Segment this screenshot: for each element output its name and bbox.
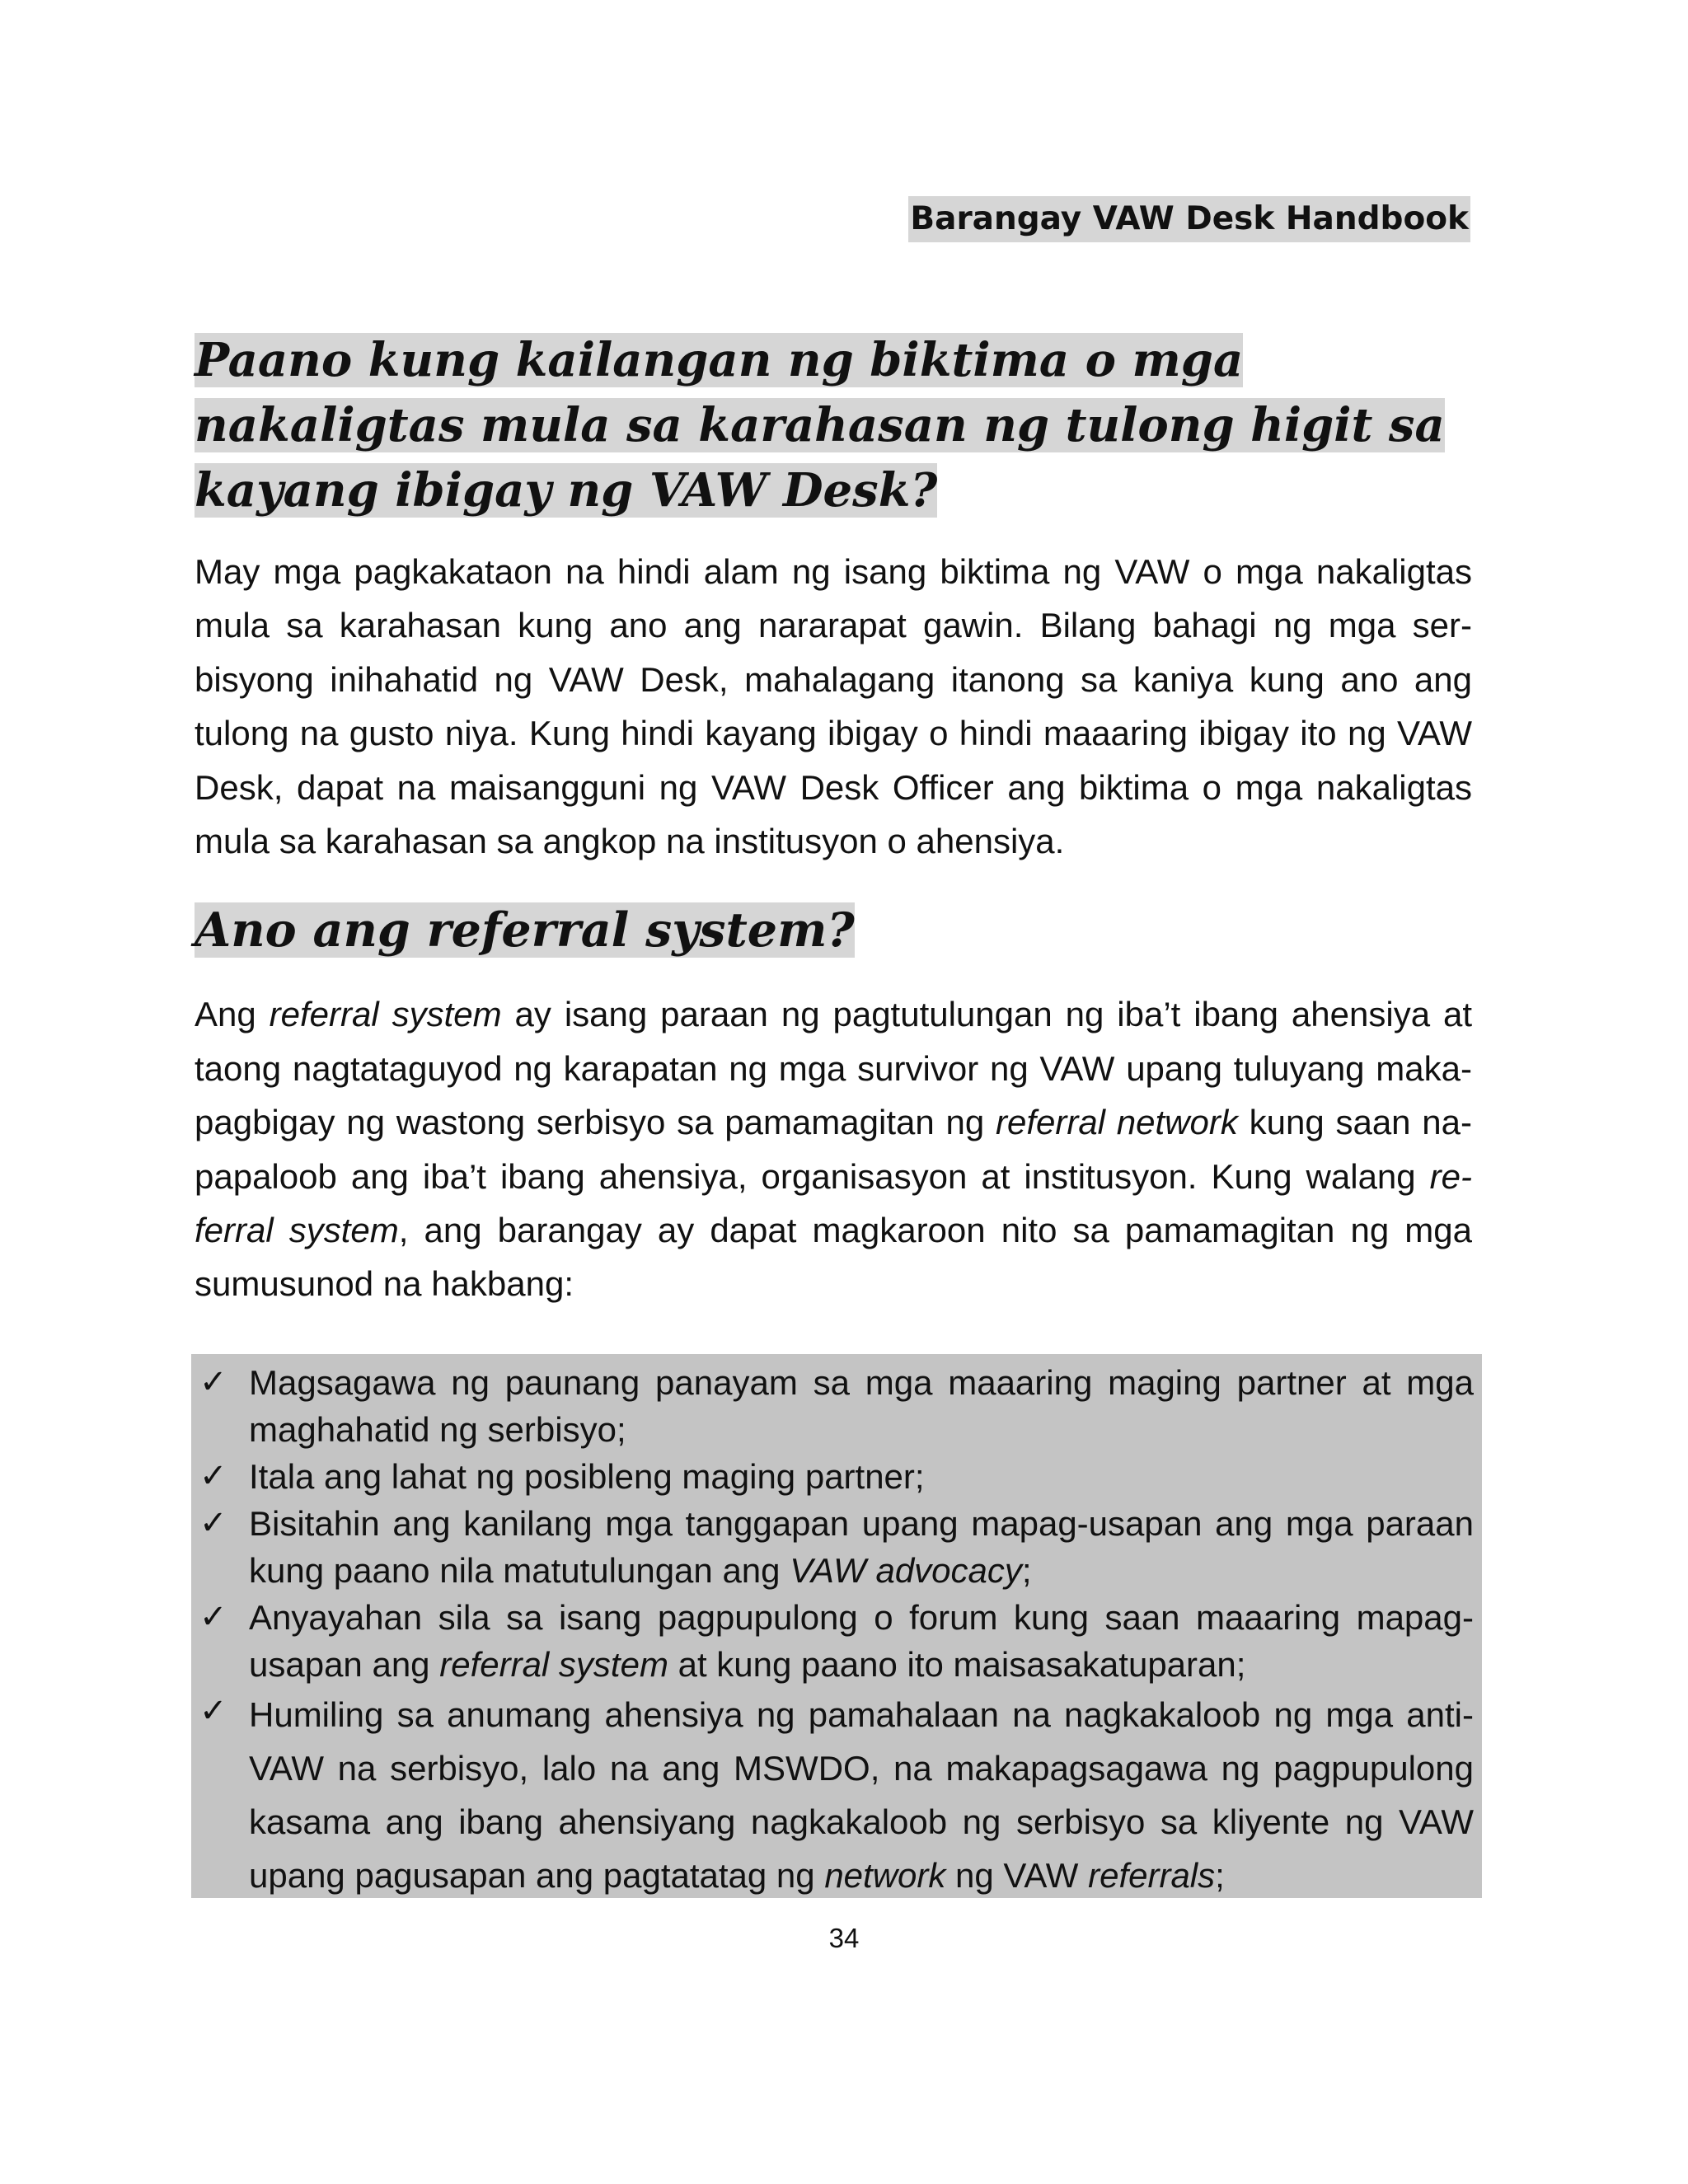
checkmark-icon: ✓: [199, 1457, 227, 1495]
steps-checklist: [191, 1354, 1482, 1898]
checklist-item-text: Anyayahan sila sa isang pagpupulong o forum kung saan maaaring mapag-usapan ang referral system at kung paano ito maisasakatuparan;: [249, 1598, 1474, 1684]
referral-system-paragraph: Ang referral system ay isang paraan ng pagtutulungan ng iba’t ibang ahensiya at taong nagtataguyod ng karapatan ng mga survivor ng VAW upang tuluyang maka-pagbigay ng wastong serbisyo sa pamamagitan ng referral network kung saan na-papaloob ang iba’t ibang ahensiya, organisasyon at institusyon. Kung walang re-ferral system, ang barangay ay dapat magkaroon nito sa pamamagitan ng mga sumusunod na hakbang:: [195, 995, 1473, 1304]
section-heading-referral-need: Paano kung kailangan ng biktima o mga nakaligtas mula sa karahasan ng tulong higit sa kayang ibigay ng VAW Desk?: [195, 333, 1445, 518]
checkmark-icon: ✓: [199, 1504, 227, 1542]
checklist-item-text: Magsagawa ng paunang panayam sa mga maaaring maging partner at mga maghahatid ng serbisyo;: [249, 1363, 1474, 1449]
page-number: 34: [828, 1923, 860, 1953]
checklist-item: [199, 1594, 1474, 1688]
checkmark-icon: ✓: [199, 1598, 227, 1636]
checklist-item-text: Humiling sa anumang ahensiya ng pamahalaan na nagkakaloob ng mga anti-VAW na serbisyo, lalo na ang MSWDO, na makapagsagawa ng pagpupulong kasama ang ibang ahensiyang nagkakaloob ng serbisyo sa kliyente ng VAW upang pagusapan ang pagtatatag ng network ng VAW referrals;: [249, 1695, 1474, 1895]
checklist-item: [199, 1359, 1474, 1453]
page-content: [195, 328, 1472, 1311]
section-heading-referral-system: Ano ang referral system?: [195, 902, 855, 958]
checkmark-icon: ✓: [199, 1363, 227, 1401]
checklist-item: [199, 1500, 1474, 1594]
handbook-title: Barangay VAW Desk Handbook: [908, 196, 1470, 242]
checkmark-icon: ✓: [199, 1692, 227, 1730]
checklist-item: [199, 1453, 1474, 1500]
intro-paragraph: May mga pagkakataon na hindi alam ng isang biktima ng VAW o mga nakaligtas mula sa karahasan kung ano ang nararapat gawin. Bilang bahagi ng mga ser-bisyong inihahatid ng VAW Desk, mahalagang itanong sa kaniya kung ano ang tulong na gusto niya. Kung hindi kayang ibigay o hindi maaaring ibigay ito ng VAW Desk, dapat na maisangguni ng VAW Desk Officer ang biktima o mga nakaligtas mula sa karahasan sa angkop na institusyon o ahensiya.: [195, 552, 1472, 861]
checklist-item: [199, 1688, 1474, 1902]
checklist-item-text: Bisitahin ang kanilang mga tanggapan upang mapag-usapan ang mga paraan kung paano nila matutulungan ang VAW advocacy;: [249, 1504, 1474, 1590]
checklist-item-text: Itala ang lahat ng posibleng maging partner;: [249, 1457, 925, 1496]
